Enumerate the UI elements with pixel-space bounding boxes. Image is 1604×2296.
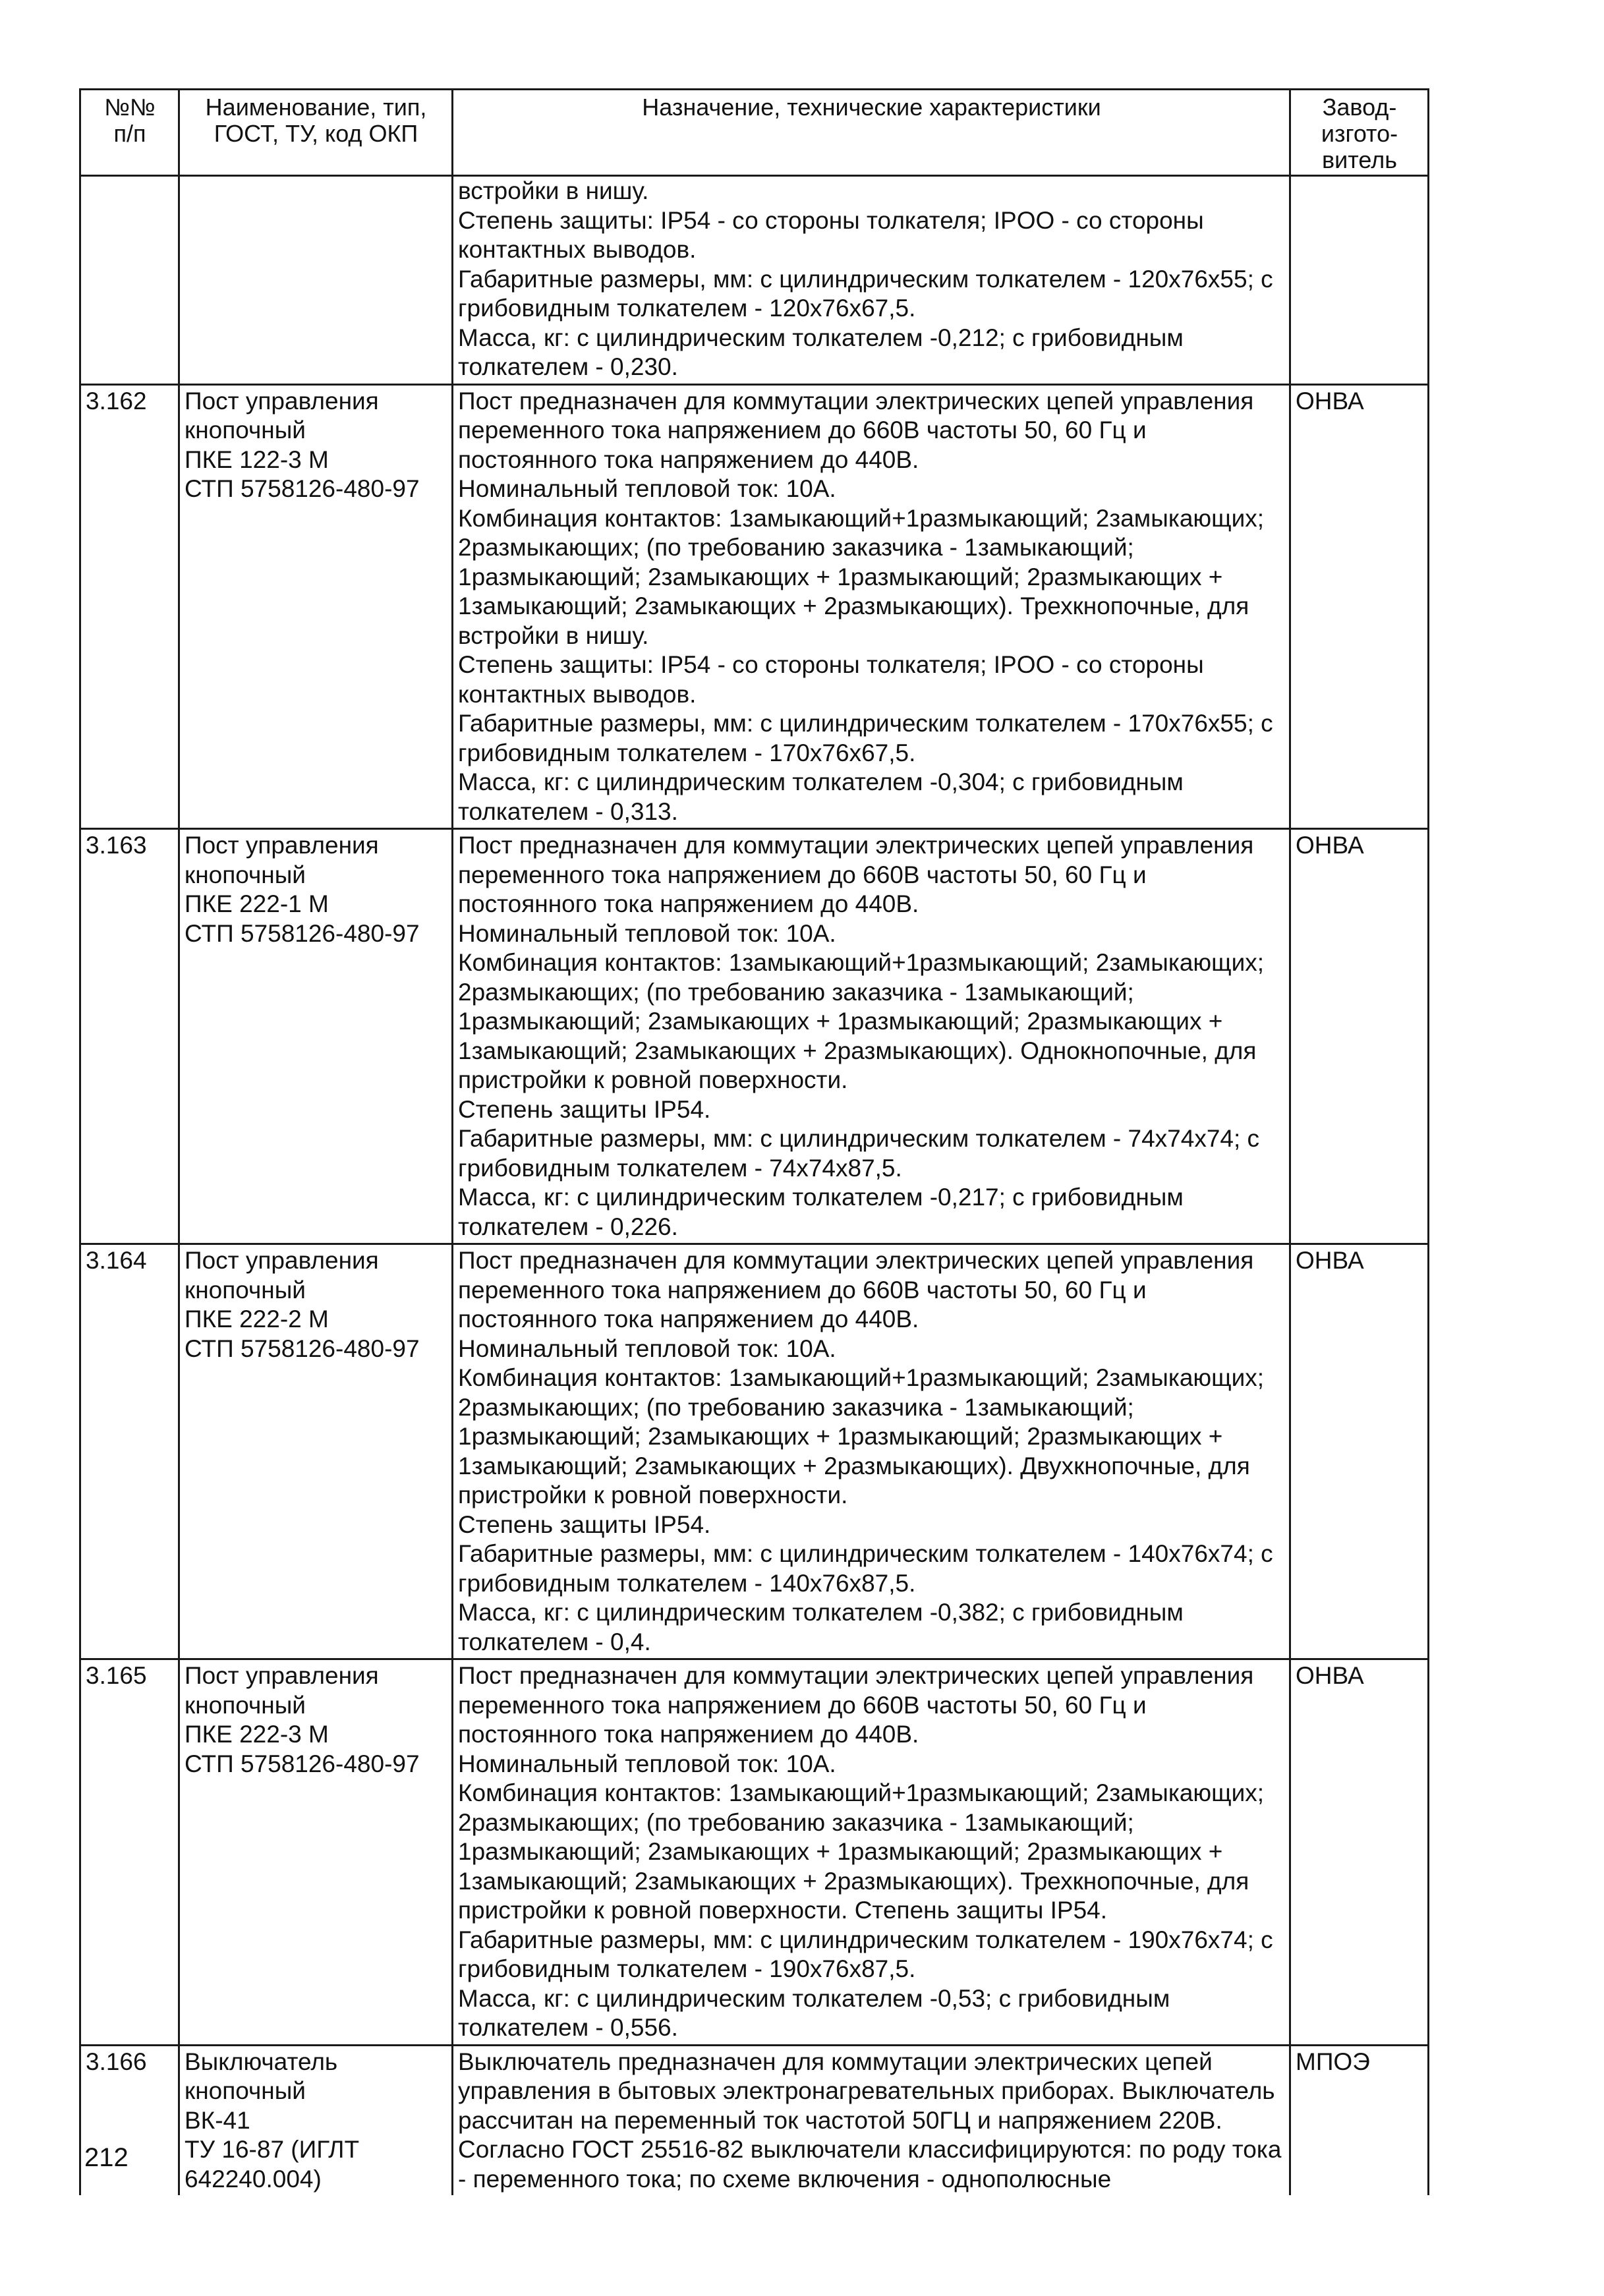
cell-num: 3.162 xyxy=(80,384,179,829)
desc-paragraph: Пост предназначен для коммутации электрических цепей управления переменного тока напряжением до 660В частоты 50, 60 Гц и постоянного тока напряжением до 440В. xyxy=(458,387,1254,473)
cell-name xyxy=(179,1244,453,1659)
cell-name xyxy=(179,1659,453,2046)
header-num-line: п/п xyxy=(113,120,146,147)
desc-paragraph: Масса, кг: с цилиндрическим толкателем -0,53; с грибовидным толкателем - 0,556. xyxy=(458,1984,1170,2041)
name-line: ТУ 16-87 (ИГЛТ 642240.004) xyxy=(185,2136,360,2193)
cell-num: 3.166 xyxy=(80,2045,179,2195)
desc-paragraph: Степень защиты: IP54 - со стороны толкателя; IPOO - со стороны контактных выводов. xyxy=(458,206,1204,263)
cell-desc xyxy=(453,1659,1290,2046)
cell-maker: ОНВА xyxy=(1290,1244,1429,1659)
desc-paragraph: Степень защиты: IP54 - со стороны толкателя; IPOO - со стороны контактных выводов. xyxy=(458,651,1204,708)
header-row xyxy=(80,90,1429,176)
desc-paragraph: Габаритные размеры, мм: с цилиндрическим толкателем - 140х76х74; с грибовидным толкателем - 140х76х87,5. xyxy=(458,1540,1273,1597)
name-line: ВК-41 xyxy=(185,2106,250,2134)
name-line: ПКЕ 222-1 М xyxy=(185,890,329,917)
header-maker-line: изгото- xyxy=(1321,120,1398,147)
cell-desc xyxy=(453,176,1290,385)
name-line: Пост управления кнопочный xyxy=(185,387,379,444)
desc-paragraph: Комбинация контактов: 1замыкающий+1размыкающий; 2замыкающих; 2размыкающих; (по требованию заказчика - 1замыкающий; 1размыкающий; 2замыкающих + 1размыкающий; 2размыкающих + 1замыкающий; 2замыкающих + 2размыкающих). Трехкнопочные, для пристройки к ровной поверхности. Степень защиты IP54. xyxy=(458,1779,1265,1924)
cell-desc xyxy=(453,1244,1290,1659)
desc-paragraph: Номинальный тепловой ток: 10А. xyxy=(458,919,836,947)
spec-table xyxy=(79,88,1429,2195)
desc-paragraph: Комбинация контактов: 1замыкающий+1размыкающий; 2замыкающих; 2размыкающих; (по требованию заказчика - 1замыкающий; 1размыкающий; 2замыкающих + 1размыкающий; 2размыкающих + 1замыкающий; 2замыкающих + 2размыкающих). Двухкнопочные, для пристройки к ровной поверхности. xyxy=(458,1364,1265,1508)
header-name-line: ГОСТ, ТУ, код ОКП xyxy=(214,120,418,147)
header-num-line: №№ xyxy=(104,94,156,121)
header-desc-line: Назначение, технические характеристики xyxy=(642,94,1101,121)
page-number: 212 xyxy=(84,2143,129,2172)
desc-paragraph: Пост предназначен для коммутации электрических цепей управления переменного тока напряжением до 660В частоты 50, 60 Гц и постоянного тока напряжением до 440В. xyxy=(458,832,1254,917)
desc-paragraph: Номинальный тепловой ток: 10А. xyxy=(458,475,836,502)
cell-maker: ОНВА xyxy=(1290,829,1429,1244)
cell-num: 3.164 xyxy=(80,1244,179,1659)
desc-paragraph: Комбинация контактов: 1замыкающий+1размыкающий; 2замыкающих; 2размыкающих; (по требованию заказчика - 1замыкающий; 1размыкающий; 2замыкающих + 1размыкающий; 2размыкающих + 1замыкающий; 2замыкающих + 2размыкающих). Однокнопочные, для пристройки к ровной поверхности. xyxy=(458,949,1265,1093)
name-line: Пост управления кнопочный xyxy=(185,1662,379,1719)
cell-desc xyxy=(453,384,1290,829)
name-line: СТП 5758126-480-97 xyxy=(185,1750,420,1777)
cell-num: 3.163 xyxy=(80,829,179,1244)
name-line: СТП 5758126-480-97 xyxy=(185,475,420,502)
header-maker-line: витель xyxy=(1322,146,1397,173)
table-row xyxy=(80,2045,1429,2195)
header-name xyxy=(179,90,453,176)
desc-paragraph: встройки в нишу. xyxy=(458,177,649,204)
name-line: Выключатель кнопочный xyxy=(185,2048,338,2104)
desc-paragraph: Пост предназначен для коммутации электрических цепей управления переменного тока напряжением до 660В частоты 50, 60 Гц и постоянного тока напряжением до 440В. xyxy=(458,1247,1254,1333)
header-maker xyxy=(1290,90,1429,176)
table-row xyxy=(80,829,1429,1244)
table-row xyxy=(80,1659,1429,2046)
cell-num xyxy=(80,176,179,385)
name-line: Пост управления кнопочный xyxy=(185,1247,379,1304)
desc-paragraph: Габаритные размеры, мм: с цилиндрическим толкателем - 120х76х55; с грибовидным толкателем - 120х76х67,5. xyxy=(458,265,1273,322)
desc-paragraph: Габаритные размеры, мм: с цилиндрическим толкателем - 170х76х55; с грибовидным толкателем - 170х76х67,5. xyxy=(458,710,1273,766)
name-line: СТП 5758126-480-97 xyxy=(185,1335,420,1362)
desc-paragraph: Комбинация контактов: 1замыкающий+1размыкающий; 2замыкающих; 2размыкающих; (по требованию заказчика - 1замыкающий; 1размыкающий; 2замыкающих + 1размыкающий; 2размыкающих + 1замыкающий; 2замыкающих + 2размыкающих). Трехкнопочные, для встройки в нишу. xyxy=(458,504,1265,649)
desc-paragraph: Масса, кг: с цилиндрическим толкателем -0,212; с грибовидным толкателем - 0,230. xyxy=(458,324,1184,380)
header-maker-line: Завод- xyxy=(1322,94,1397,121)
desc-paragraph: Масса, кг: с цилиндрическим толкателем -0,217; с грибовидным толкателем - 0,226. xyxy=(458,1184,1184,1240)
desc-paragraph: Пост предназначен для коммутации электрических цепей управления переменного тока напряжением до 660В частоты 50, 60 Гц и постоянного тока напряжением до 440В. xyxy=(458,1662,1254,1748)
header-desc xyxy=(453,90,1290,176)
table-row xyxy=(80,1244,1429,1659)
desc-paragraph: Номинальный тепловой ток: 10А. xyxy=(458,1750,836,1777)
cell-desc xyxy=(453,829,1290,1244)
desc-paragraph: Габаритные размеры, мм: с цилиндрическим толкателем - 190х76х74; с грибовидным толкателем - 190х76х87,5. xyxy=(458,1926,1273,1982)
name-line: ПКЕ 122-3 М xyxy=(185,445,329,473)
cell-maker: ОНВА xyxy=(1290,384,1429,829)
cell-name xyxy=(179,2045,453,2195)
name-line: ПКЕ 222-2 М xyxy=(185,1306,329,1333)
desc-paragraph: Номинальный тепловой ток: 10А. xyxy=(458,1335,836,1362)
cell-maker xyxy=(1290,176,1429,385)
cell-name xyxy=(179,384,453,829)
table-row xyxy=(80,384,1429,829)
cell-desc xyxy=(453,2045,1290,2195)
cell-maker: МПОЭ xyxy=(1290,2045,1429,2195)
name-line: ПКЕ 222-3 М xyxy=(185,1721,329,1748)
cell-name xyxy=(179,176,453,385)
cell-name xyxy=(179,829,453,1244)
header-name-line: Наименование, тип, xyxy=(205,94,427,121)
desc-paragraph: Габаритные размеры, мм: с цилиндрическим толкателем - 74х74х74; с грибовидным толкателем - 74х74х87,5. xyxy=(458,1125,1260,1182)
desc-paragraph: Масса, кг: с цилиндрическим толкателем -0,304; с грибовидным толкателем - 0,313. xyxy=(458,768,1184,825)
name-line: Пост управления кнопочный xyxy=(185,832,379,888)
header-num xyxy=(80,90,179,176)
desc-paragraph: Степень защиты IP54. xyxy=(458,1510,711,1538)
cell-maker: ОНВА xyxy=(1290,1659,1429,2046)
table-row-continuation xyxy=(80,176,1429,385)
cell-num: 3.165 xyxy=(80,1659,179,2046)
desc-paragraph: Степень защиты IP54. xyxy=(458,1095,711,1123)
desc-paragraph: Масса, кг: с цилиндрическим толкателем -0,382; с грибовидным толкателем - 0,4. xyxy=(458,1599,1184,1655)
desc-paragraph: Выключатель предназначен для коммутации электрических цепей управления в бытовых электронагревательных приборах. Выключатель рассчитан на переменный ток частотой 50ГЦ и напряжением 220В. Согласно ГОСТ 25516-82 выключатели классифицируются: по роду тока - переменного тока; по схеме включения - однополюсные xyxy=(458,2048,1282,2193)
name-line: СТП 5758126-480-97 xyxy=(185,919,420,947)
